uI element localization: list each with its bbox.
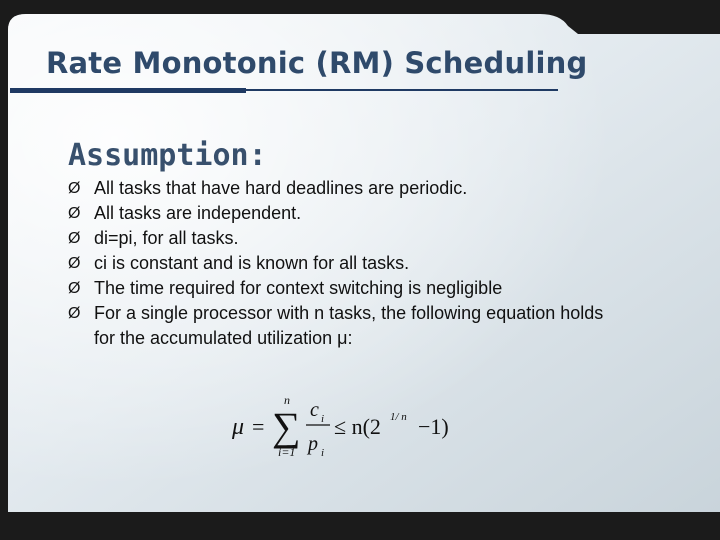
title-underline-thin <box>244 89 558 91</box>
bullet-item <box>68 201 628 226</box>
formula-denominator-sub: i <box>321 447 325 459</box>
bullet-arrow-icon: Ø <box>68 230 81 247</box>
formula-mu: μ <box>232 414 245 440</box>
bullet-arrow-icon: Ø <box>68 180 81 197</box>
formula-rhs-suffix: −1) <box>418 414 449 439</box>
formula-exponent: 1/ n <box>390 411 407 423</box>
bullet-text: The time required for context switching is negligible <box>94 278 503 298</box>
bullet-arrow-icon: Ø <box>68 280 81 297</box>
formula-rhs-prefix: ≤ n(2 <box>334 414 381 439</box>
assumption-heading: Assumption: <box>68 138 267 173</box>
formula-upper-limit: n <box>284 393 290 407</box>
slide-title: Rate Monotonic (RM) Scheduling <box>46 46 588 80</box>
formula-numerator-sub: i <box>321 413 325 425</box>
formula-sum-symbol: ∑ <box>272 404 301 449</box>
bullet-arrow-icon: Ø <box>68 205 81 222</box>
bullet-text: For a single processor with n tasks, the following equation holds for the accumulated utilization μ: <box>94 303 604 348</box>
bullet-item <box>68 251 628 276</box>
title-underline-thick <box>10 88 246 93</box>
formula-numerator: c <box>310 399 319 421</box>
bullet-item <box>68 226 628 251</box>
bullet-text: di=pi, for all tasks. <box>94 228 239 248</box>
formula-lower-limit: i=1 <box>278 445 296 459</box>
bullet-item <box>68 176 628 201</box>
formula-equals: = <box>252 414 265 439</box>
formula-denominator: p <box>308 433 318 455</box>
bullet-item <box>68 301 628 351</box>
bullet-arrow-icon: Ø <box>68 305 81 322</box>
assumption-list <box>68 176 628 351</box>
bullet-item <box>68 276 628 301</box>
bullet-text: ci is constant and is known for all tasks. <box>94 253 410 273</box>
bullet-text: All tasks are independent. <box>94 203 302 223</box>
bullet-text: All tasks that have hard deadlines are periodic. <box>94 178 468 198</box>
bullet-arrow-icon: Ø <box>68 255 81 272</box>
utilization-formula <box>226 392 466 462</box>
